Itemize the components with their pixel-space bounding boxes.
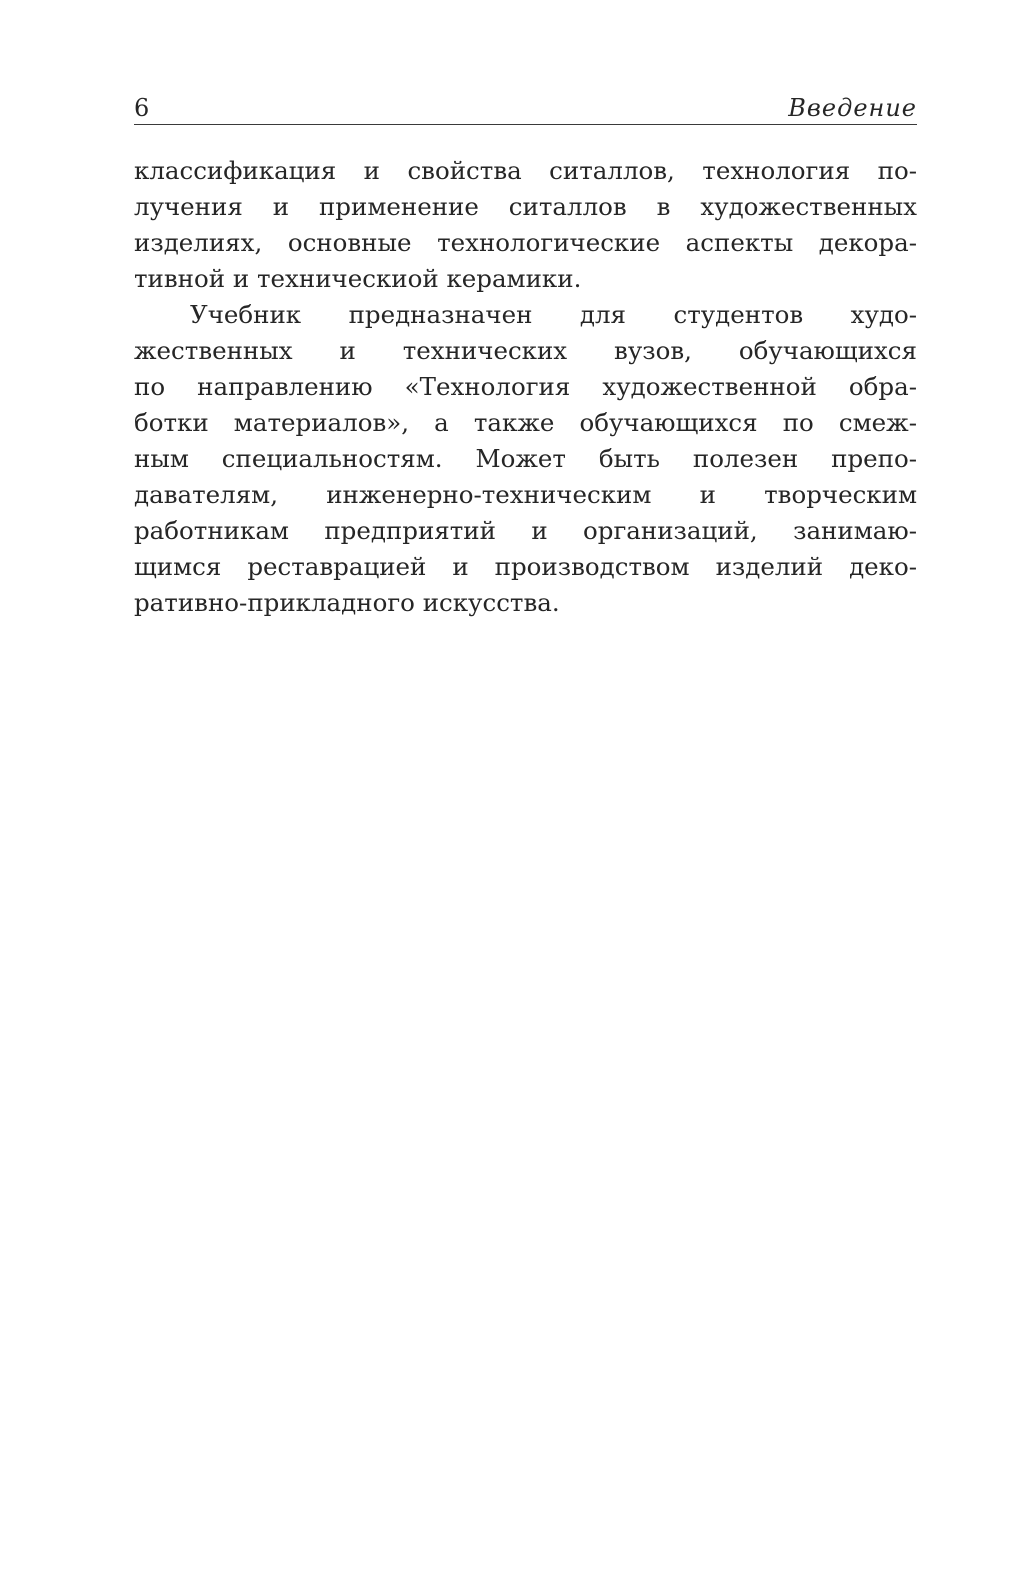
- header-rule: [134, 124, 917, 125]
- text-line: жественных и технических вузов, обучающихся: [134, 336, 917, 365]
- paragraph-end-line: ративно-прикладного искусства.: [134, 588, 560, 617]
- running-head: [134, 94, 917, 126]
- text-line: ботки материалов», а также обучающихся по смеж-: [134, 408, 917, 437]
- section-title: Введение: [788, 94, 917, 122]
- text-line: классификация и свойства ситаллов, технология по-: [134, 156, 917, 185]
- body-text: [134, 153, 917, 621]
- text-line: ным специальностям. Может быть полезен препо-: [134, 444, 917, 473]
- text-line: давателям, инженерно-техническим и творческим: [134, 480, 917, 509]
- text-line: изделиях, основные технологические аспекты декора-: [134, 228, 917, 257]
- paragraph-end-line: тивной и техническиой керамики.: [134, 264, 582, 293]
- text-line: работникам предприятий и организаций, занимаю-: [134, 516, 917, 545]
- paragraph-first-line: Учебник предназначен для студентов худо-: [190, 300, 917, 329]
- text-line: по направлению «Технология художественной обра-: [134, 372, 917, 401]
- page-number: 6: [134, 94, 150, 122]
- text-line: щимся реставрацией и производством изделий деко-: [134, 552, 917, 581]
- text-line: лучения и применение ситаллов в художественных: [134, 192, 917, 221]
